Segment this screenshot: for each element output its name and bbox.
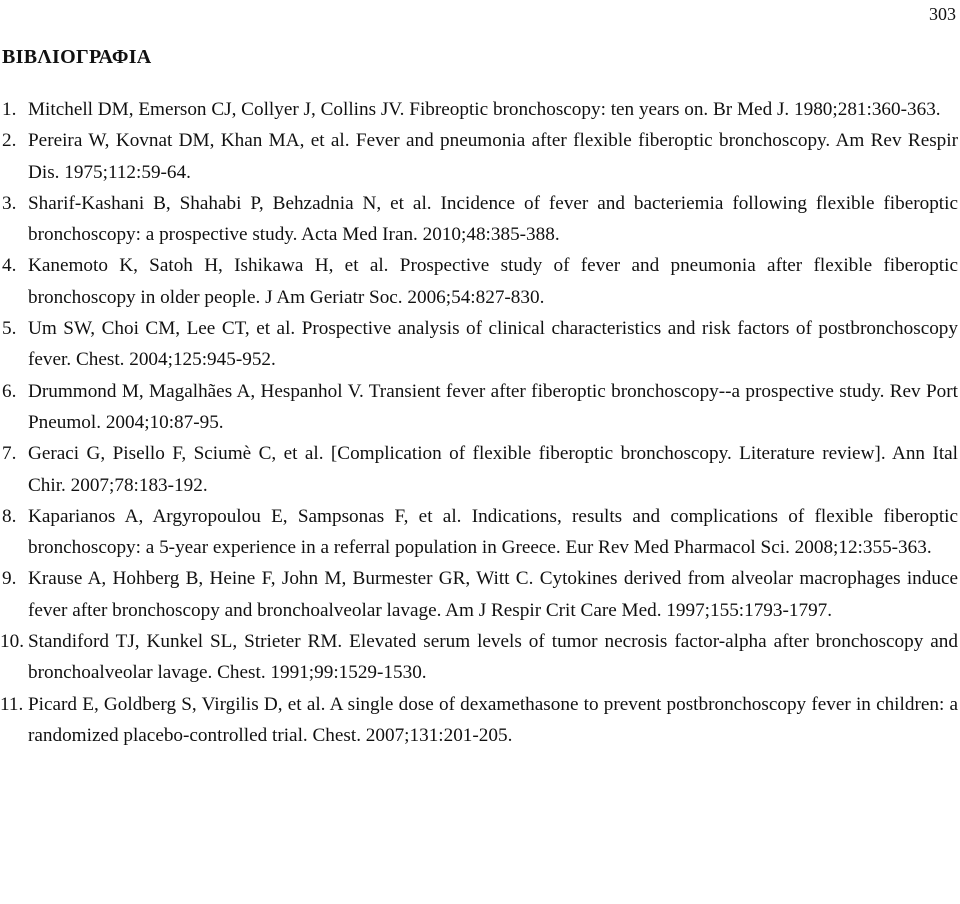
reference-text: Um SW, Choi CM, Lee CT, et al. Prospective analysis of clinical characteristics and risk factors of postbronchoscopy fever. Chest. 2004;125:945-952.: [28, 318, 958, 371]
page-number: 303: [929, 4, 956, 24]
reference-number: 9.: [2, 568, 17, 590]
reference-item: [0, 250, 958, 313]
reference-item: [0, 376, 958, 439]
reference-item: [0, 313, 958, 376]
reference-item: [0, 438, 958, 501]
reference-text: Sharif-Kashani B, Shahabi P, Behzadnia N, et al. Incidence of fever and bacteriemia following flexible fiberoptic bronchoscopy: a prospective study. Acta Med Iran. 2010;48:385-388.: [28, 192, 958, 246]
reference-text: Kaparianos A, Argyropoulou E, Sampsonas F, et al. Indications, results and complications of flexible fiberoptic bronchoscopy: a 5-year experience in a referral population in Greece. Eur Rev Med Pharmacol Sci. 2008;12:355-363.: [28, 505, 958, 559]
reference-text: Pereira W, Kovnat DM, Khan MA, et al. Fever and pneumonia after flexible fiberoptic bronchoscopy. Am Rev Respir Dis. 1975;112:59-64.: [28, 130, 958, 183]
reference-number: 6.: [2, 380, 17, 402]
reference-number: 7.: [2, 443, 17, 465]
reference-number: 11.: [0, 693, 24, 715]
reference-list: [0, 94, 958, 751]
reference-item: [0, 125, 958, 188]
reference-text: Krause A, Hohberg B, Heine F, John M, Burmester GR, Witt C. Cytokines derived from alveolar macrophages induce fever after bronchoscopy and bronchoalveolar lavage. Am J Respir Crit Care Med. 1997;155:1793-1797.: [28, 568, 958, 621]
reference-item: [0, 501, 958, 564]
reference-item: [0, 626, 958, 689]
reference-number: 8.: [2, 505, 17, 527]
reference-number: 4.: [2, 255, 17, 277]
reference-item: [0, 563, 958, 626]
reference-item: [0, 188, 958, 251]
reference-number: 1.: [2, 99, 17, 120]
reference-text: Picard E, Goldberg S, Virgilis D, et al. A single dose of dexamethasone to prevent postbronchoscopy fever in children: a randomized placebo-controlled trial. Chest. 2007;131:201-205.: [28, 693, 958, 746]
reference-number: 3.: [2, 192, 17, 214]
reference-item: [0, 94, 958, 125]
reference-text: Geraci G, Pisello F, Sciumè C, et al. [Complication of flexible fiberoptic bronchoscopy. Literature review]. Ann Ital Chir. 2007;78:183-192.: [28, 443, 958, 496]
reference-text: Standiford TJ, Kunkel SL, Strieter RM. Elevated serum levels of tumor necrosis factor-alpha after bronchoscopy and bronchoalveolar lavage. Chest. 1991;99:1529-1530.: [28, 631, 958, 684]
reference-number: 5.: [2, 318, 17, 340]
bibliography-heading: ΒΙΒΛΙΟΓΡΑΦΙΑ: [2, 46, 152, 68]
reference-text: Drummond M, Magalhães A, Hespanhol V. Transient fever after fiberoptic bronchoscopy--a prospective study. Rev Port Pneumol. 2004;10:87-95.: [28, 380, 958, 433]
reference-item: [0, 689, 958, 752]
reference-number: 2.: [2, 130, 17, 152]
reference-text: Kanemoto K, Satoh H, Ishikawa H, et al. Prospective study of fever and pneumonia after flexible fiberoptic bronchoscopy in older people. J Am Geriatr Soc. 2006;54:827-830.: [28, 255, 958, 308]
reference-text: Mitchell DM, Emerson CJ, Collyer J, Collins JV. Fibreoptic bronchoscopy: ten years on. Br Med J. 1980;281:360-363.: [28, 99, 941, 120]
reference-number: 10.: [0, 631, 24, 653]
